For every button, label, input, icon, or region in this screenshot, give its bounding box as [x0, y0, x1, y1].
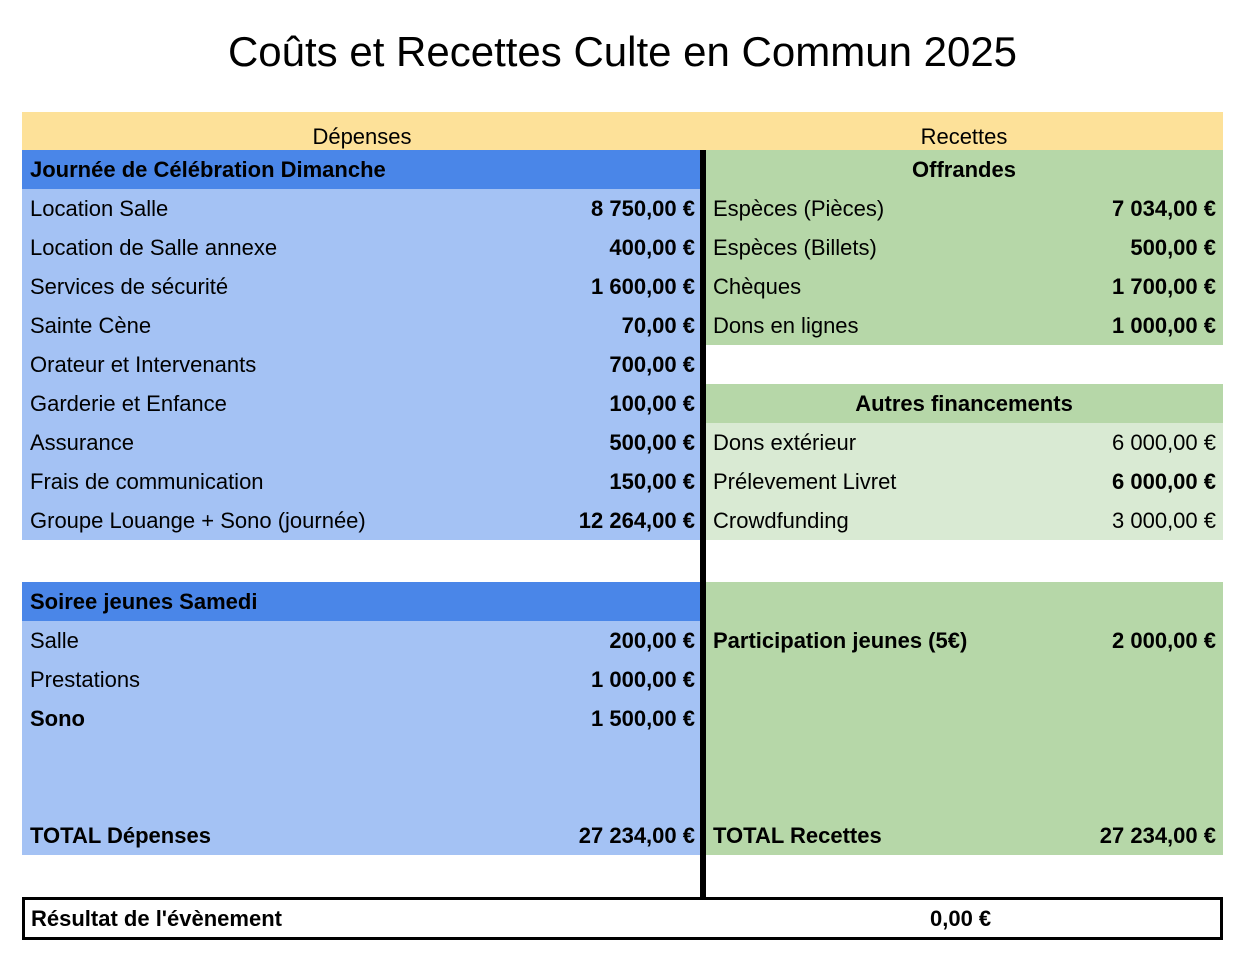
section-title-other-funding: Autres financements	[705, 384, 1223, 423]
income-row	[705, 621, 1223, 660]
expense-amount: 1 600,00 €	[591, 274, 695, 299]
income-amount: 1 700,00 €	[1112, 274, 1216, 299]
header-recettes: Recettes	[920, 124, 1008, 149]
income-label: Dons extérieur	[713, 430, 857, 455]
section-title-sunday: Journée de Célébration Dimanche	[22, 150, 702, 189]
expense-label: Orateur et Intervenants	[30, 352, 257, 377]
expense-row	[22, 660, 702, 699]
expense-label: Groupe Louange + Sono (journée)	[30, 508, 366, 533]
expense-row	[22, 621, 702, 660]
income-row	[705, 189, 1223, 228]
income-label: Participation jeunes (5€)	[713, 628, 968, 653]
income-label: Dons en lignes	[713, 313, 859, 338]
column-divider	[700, 150, 706, 898]
expense-label: Sainte Cène	[30, 313, 152, 338]
expense-row	[22, 699, 702, 738]
total-income-label: TOTAL Recettes	[713, 823, 882, 848]
column-header-row	[22, 112, 1223, 150]
expense-row	[22, 384, 702, 423]
event-result-row	[22, 897, 1223, 940]
income-row	[705, 423, 1223, 462]
expense-amount: 1 000,00 €	[591, 667, 695, 692]
income-row	[705, 462, 1223, 501]
income-label: Prélevement Livret	[713, 469, 897, 494]
expense-amount: 500,00 €	[609, 430, 695, 455]
expense-row	[22, 189, 702, 228]
expense-amount: 700,00 €	[609, 352, 695, 377]
income-label: Espèces (Billets)	[713, 235, 877, 260]
section-title-saturday: Soiree jeunes Samedi	[22, 582, 702, 621]
income-row	[705, 501, 1223, 540]
income-amount: 2 000,00 €	[1112, 628, 1216, 653]
expense-label: Location de Salle annexe	[30, 235, 278, 260]
income-row	[705, 228, 1223, 267]
expense-row	[22, 267, 702, 306]
income-row	[705, 267, 1223, 306]
total-income-amount: 27 234,00 €	[1099, 823, 1216, 848]
expense-amount: 1 500,00 €	[591, 706, 695, 731]
income-label: Chèques	[713, 274, 802, 299]
section-title-offerings: Offrandes	[705, 150, 1223, 189]
event-result-amount: 0,00 €	[930, 906, 992, 931]
income-label: Crowdfunding	[713, 508, 849, 533]
total-expenses-amount: 27 234,00 €	[578, 823, 695, 848]
budget-sheet	[22, 112, 1223, 942]
expense-label: Garderie et Enfance	[30, 391, 227, 416]
income-amount: 1 000,00 €	[1112, 313, 1216, 338]
expense-amount: 8 750,00 €	[591, 196, 695, 221]
expense-label: Assurance	[30, 430, 134, 455]
expense-row	[22, 306, 702, 345]
header-depenses: Dépenses	[312, 124, 412, 149]
expense-empty-rows	[22, 738, 702, 816]
income-amount: 500,00 €	[1130, 235, 1216, 260]
income-amount: 6 000,00 €	[1112, 430, 1216, 455]
expense-row	[22, 501, 702, 540]
total-income-row	[705, 816, 1223, 855]
income-row	[705, 306, 1223, 345]
income-label: Espèces (Pièces)	[713, 196, 885, 221]
expense-row	[22, 423, 702, 462]
expense-row	[22, 462, 702, 501]
expense-amount: 12 264,00 €	[578, 508, 695, 533]
page-title: Coûts et Recettes Culte en Commun 2025	[227, 28, 1018, 75]
expense-row	[22, 228, 702, 267]
expense-label: Prestations	[30, 667, 141, 692]
expense-amount: 70,00 €	[621, 313, 695, 338]
expense-amount: 400,00 €	[609, 235, 695, 260]
expense-label: Services de sécurité	[30, 274, 229, 299]
expense-amount: 150,00 €	[609, 469, 695, 494]
expense-label: Frais de communication	[30, 469, 264, 494]
expense-row	[22, 345, 702, 384]
income-amount: 7 034,00 €	[1112, 196, 1216, 221]
expense-label: Location Salle	[30, 196, 169, 221]
expense-amount: 200,00 €	[609, 628, 695, 653]
income-amount: 3 000,00 €	[1112, 508, 1216, 533]
expense-label: Salle	[30, 628, 79, 653]
event-result-label: Résultat de l'évènement	[31, 906, 282, 931]
expense-amount: 100,00 €	[609, 391, 695, 416]
expense-label: Sono	[30, 706, 85, 731]
income-amount: 6 000,00 €	[1112, 469, 1216, 494]
youth-income-block	[705, 582, 1223, 816]
total-expenses-row	[22, 816, 702, 855]
total-expenses-label: TOTAL Dépenses	[30, 823, 211, 848]
